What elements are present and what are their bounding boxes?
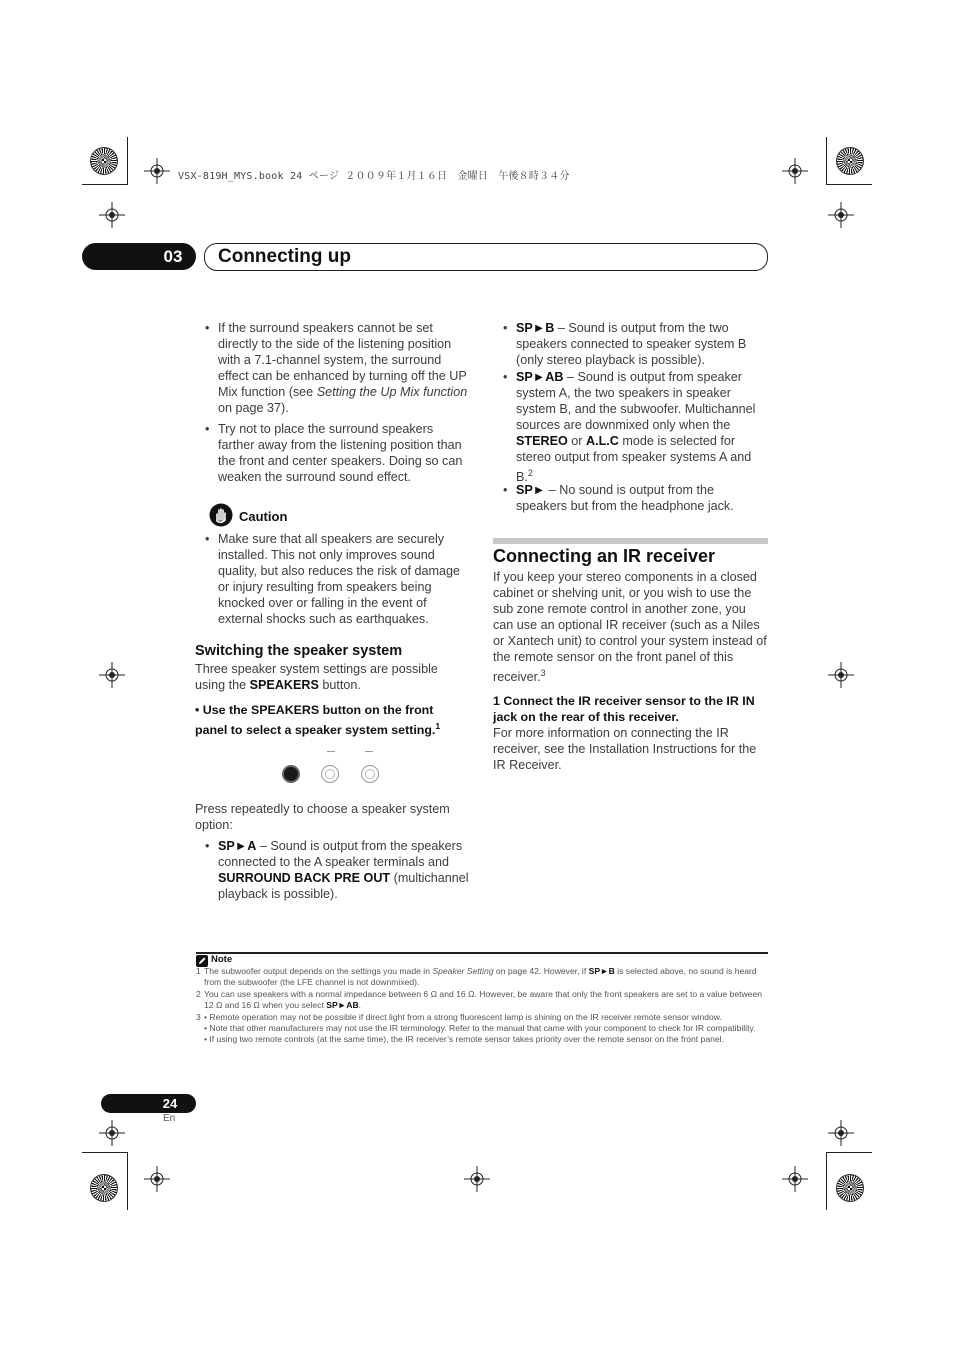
page-language: En <box>163 1113 176 1124</box>
list-item: • Try not to place the surround speakers farther away from the listening position than the front and center speakers. Doing so can weaken the surround sound effect. <box>205 422 463 484</box>
bullet-text: Try not to place the surround speakers farther away from the listening position than the front and center speakers. Doing so can weaken the surround sound effect. <box>218 422 463 484</box>
caution-hand-icon <box>209 503 233 527</box>
crosshair-icon <box>464 1166 490 1192</box>
page-number: 24 <box>162 1096 178 1111</box>
crosshair-icon <box>828 662 854 688</box>
section-rule <box>493 538 768 544</box>
crosshair-icon <box>144 158 170 184</box>
crosshair-icon <box>782 1166 808 1192</box>
crosshair-icon <box>782 158 808 184</box>
bullet-text: If the surround speakers cannot be set directly to the side of the listening position with a 7.1-channel system, the surround effect can be enhanced by turning off the UP Mix function (see Setting the Up Mix function on page 37). <box>218 321 468 415</box>
color-rosette-icon <box>90 147 118 175</box>
footnote: 1 The subwoofer output depends on the settings you made in Speaker Setting on page 42. However, if SP►B is selected above, no sound is heard from the subwoofer (the LFE channel is not downmixed). <box>196 966 757 988</box>
intro-paragraph: Three speaker system settings are possible using the SPEAKERS button. <box>195 662 438 692</box>
crosshair-icon <box>99 1120 125 1146</box>
chapter-title: Connecting up <box>218 246 351 267</box>
crosshair-icon <box>828 202 854 228</box>
footnote: 3 • Remote operation may not be possible if direct light from a strong fluorescent lamp is shining on the IR receiver remote sensor window. <box>196 1011 722 1022</box>
note-label: Note <box>211 954 233 965</box>
option-text: SP►B – Sound is output from the two speakers connected to speaker system B (only stereo playback is possible). <box>516 321 747 367</box>
speakers-button <box>282 765 300 783</box>
color-rosette-icon <box>836 147 864 175</box>
panel-button <box>321 765 339 783</box>
footnote: 2 You can use speakers with a normal impedance between 6 Ω and 16 Ω. However, be aware that only the front speakers are set to a value between 12 Ω and 16 Ω when you select SP►AB. <box>196 988 763 1011</box>
section-heading: Connecting an IR receiver <box>493 546 716 566</box>
list-item: • SP►A – Sound is output from the speakers connected to the A speaker terminals and SURROUND BACK PRE OUT (multichannel playback is possible). <box>205 839 469 901</box>
section-heading: Switching the speaker system <box>195 643 403 659</box>
footnotes <box>196 966 768 1046</box>
color-rosette-icon <box>836 1174 864 1202</box>
list-item: • SP► – No sound is output from the speakers but from the headphone jack. <box>503 483 734 513</box>
crosshair-icon <box>828 1120 854 1146</box>
instruction-step: 1 Connect the IR receiver sensor to the IR IN jack on the rear of this receiver. <box>493 694 755 724</box>
option-text: SP►A – Sound is output from the speakers connected to the A speaker terminals and SURROUND BACK PRE OUT (multichannel playback is possible). <box>218 839 469 901</box>
footnote: • If using two remote controls (at the same time), the IR receiver’s remote sensor takes priority over the remote sensor on the front panel. <box>204 1034 724 1045</box>
list-item: • SP►AB – Sound is output from speaker system A, the two speakers in speaker system B, and the subwoofer. Multichannel sources are downmixed only when the STEREO or A.L.C mode is selected for stereo output from speaker systems A and B.$^2$ <box>503 370 756 485</box>
chapter-number: 03 <box>163 247 183 266</box>
crosshair-icon <box>144 1166 170 1192</box>
press-text: Press repeatedly to choose a speaker system option: <box>195 802 450 832</box>
crosshair-icon <box>99 202 125 228</box>
ir-paragraph: If you keep your stereo components in a closed cabinet or shelving unit, or you wish to use the sub zone remote control in another zone, you can use an optional IR receiver (such as a Niles or Xantech unit) to control your system instead of the remote sensor on the front panel of this receiver.$^3$ <box>493 570 767 685</box>
caution-label: Caution <box>239 509 288 524</box>
crosshair-icon <box>99 662 125 688</box>
option-text: SP► – No sound is output from the speakers but from the headphone jack. <box>516 483 734 513</box>
print-header: VSX-819H_MYS.book 24 ページ ２００９年１月１６日 金曜日 午後８時３４分 <box>178 171 570 182</box>
footnote: • Note that other manufacturers may not use the IR terminology. Refer to the manual that came with your component to check for IR compatibility. <box>204 1023 756 1034</box>
notes-rule <box>196 952 768 954</box>
caution-bullet: • Make sure that all speakers are securely installed. This not only improves sound quality, but also reduces the risk of damage or injury resulting from speakers being knocked over or falling in the event of external shocks such as earthquakes. <box>205 532 460 626</box>
list-item: • SP►B – Sound is output from the two speakers connected to speaker system B (only stereo playback is possible). <box>503 321 747 367</box>
option-text: SP►AB – Sound is output from speaker system A, the two speakers in speaker system B, and the subwoofer. Multichannel sources are downmixed only when the STEREO or A.L.C mode is selected for stereo output from speaker systems A and B.$^2$ <box>516 370 756 485</box>
panel-button <box>361 765 379 783</box>
step-text: For more information on connecting the IR receiver, see the Installation Instructions for the IR Receiver. <box>493 726 757 772</box>
list-item: • If the surround speakers cannot be set directly to the side of the listening position with a 7.1-channel system, the surround effect can be enhanced by turning off the UP Mix function (see Setting the Up Mix function on page 37). <box>205 321 468 415</box>
color-rosette-icon <box>90 1174 118 1202</box>
instruction-step: • Use the SPEAKERS button on the front panel to select a speaker system setting.$^1$ <box>195 703 441 738</box>
